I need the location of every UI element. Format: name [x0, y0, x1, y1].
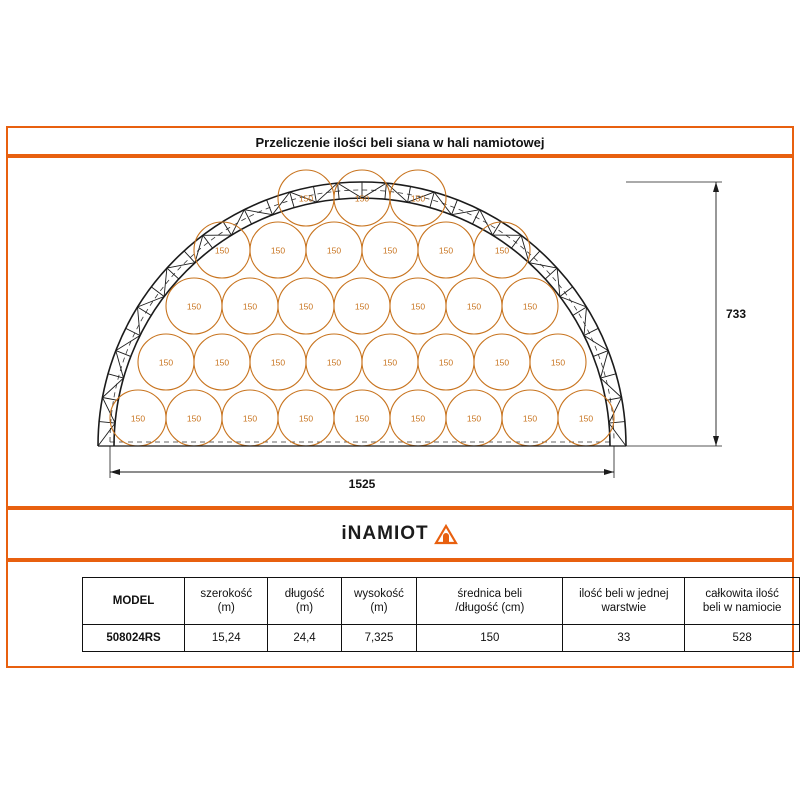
bale-label: 150 — [438, 245, 454, 256]
truss-diagonal — [116, 351, 124, 379]
header-model: MODEL — [83, 578, 185, 625]
truss-strut — [116, 351, 131, 357]
truss-outer-arc — [98, 182, 626, 446]
bale-label: 150 — [214, 357, 230, 368]
bale-label: 150 — [466, 301, 482, 312]
bale-label: 150 — [354, 193, 370, 204]
bale-label: 150 — [214, 245, 230, 256]
bale-label: 150 — [158, 357, 174, 368]
bale-label: 150 — [242, 413, 258, 424]
header-width: szerokość (m) — [185, 578, 268, 625]
truss-strut — [184, 251, 195, 263]
truss-strut — [452, 200, 458, 215]
cell-height: 7,325 — [341, 625, 417, 652]
bale-label: 150 — [270, 245, 286, 256]
truss-diagonal — [138, 307, 141, 336]
truss-strut — [126, 328, 140, 335]
bale-label: 150 — [298, 413, 314, 424]
header-total: całkowita ilość beli w namiocie — [685, 578, 800, 625]
bale-label: 150 — [326, 245, 342, 256]
truss-strut — [606, 398, 622, 401]
truss-strut — [138, 307, 152, 315]
table-header-row — [83, 578, 800, 625]
truss-strut — [473, 210, 480, 224]
logo-text: iNAMIOT — [341, 523, 429, 544]
width-arrow-left — [110, 469, 120, 475]
truss-diagonal — [609, 423, 626, 446]
truss-strut — [609, 422, 625, 424]
bale-label: 150 — [270, 357, 286, 368]
truss-strut — [512, 235, 522, 248]
truss-webbing — [98, 182, 626, 446]
bale-label: 150 — [578, 413, 594, 424]
truss-strut — [203, 235, 213, 248]
specification-table — [82, 577, 800, 652]
tent-cross-section-drawing — [6, 156, 794, 508]
truss-strut — [430, 192, 434, 207]
bale-label: 150 — [382, 245, 398, 256]
page-title: Przeliczenie ilości beli siana w hali namiotowej — [255, 135, 545, 150]
tent-icon — [433, 523, 459, 545]
cell-per-layer: 33 — [563, 625, 685, 652]
truss-strut — [99, 422, 115, 424]
bale-label: 150 — [410, 413, 426, 424]
truss-strut — [593, 351, 608, 357]
truss-strut — [167, 268, 179, 279]
width-dimension-label: 1525 — [348, 477, 376, 491]
bale-label: 150 — [298, 193, 314, 204]
truss-strut — [601, 374, 616, 378]
header-length: długość (m) — [268, 578, 341, 625]
truss-strut — [314, 187, 317, 203]
truss-diagonal — [98, 423, 115, 446]
bale-label: 150 — [410, 193, 426, 204]
bale-label: 150 — [410, 301, 426, 312]
bale-label: 150 — [354, 413, 370, 424]
bale-label: 150 — [326, 357, 342, 368]
height-dimension-label: 733 — [726, 307, 747, 321]
bale-label: 150 — [438, 357, 454, 368]
truss-strut — [103, 398, 119, 401]
bale-label: 150 — [494, 245, 510, 256]
truss-strut — [244, 210, 251, 224]
height-arrow-top — [713, 182, 719, 192]
bale-label: 150 — [522, 413, 538, 424]
bale-label: 150 — [494, 357, 510, 368]
bale-label: 150 — [186, 413, 202, 424]
bale-label: 150 — [186, 301, 202, 312]
bale-label: 150 — [382, 357, 398, 368]
bale-label: 150 — [354, 301, 370, 312]
cell-diameter: 150 — [417, 625, 563, 652]
bale-label: 150 — [130, 413, 146, 424]
bale-group — [110, 170, 614, 446]
cell-width: 15,24 — [185, 625, 268, 652]
truss-diagonal — [584, 307, 587, 336]
truss-diagonal — [452, 210, 480, 215]
cell-model: 508024RS — [83, 625, 185, 652]
dome-reference-line — [110, 190, 614, 442]
title-band — [6, 126, 794, 156]
brand-logo — [6, 508, 794, 560]
cell-total: 528 — [685, 625, 800, 652]
truss-diagonal — [244, 210, 272, 215]
truss-strut — [267, 200, 273, 215]
height-arrow-bottom — [713, 436, 719, 446]
truss-strut — [573, 307, 587, 315]
bale-label: 150 — [550, 357, 566, 368]
bale-label: 150 — [466, 413, 482, 424]
truss-strut — [545, 268, 557, 279]
truss-strut — [584, 328, 598, 335]
bale-label: 150 — [298, 301, 314, 312]
header-height: wysokość (m) — [341, 578, 417, 625]
cell-length: 24,4 — [268, 625, 341, 652]
truss-inner-arc — [114, 198, 610, 446]
header-diameter: średnica beli /długość (cm) — [417, 578, 563, 625]
bale-label: 150 — [242, 301, 258, 312]
truss-strut — [108, 374, 123, 378]
bale-label: 150 — [522, 301, 538, 312]
table-row — [83, 625, 800, 652]
width-arrow-right — [604, 469, 614, 475]
truss-strut — [529, 251, 540, 263]
header-per-layer: ilość beli w jednej warstwie — [563, 578, 685, 625]
